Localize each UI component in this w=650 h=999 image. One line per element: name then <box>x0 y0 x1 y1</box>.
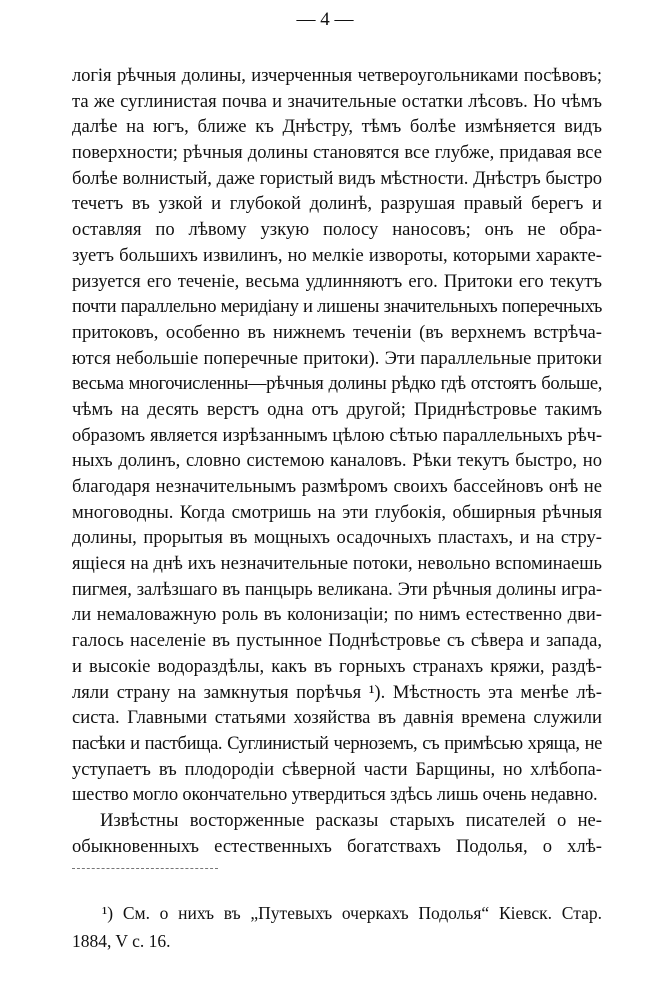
text-line: шество могло окончательно утвердиться здѣсь лишь очень недавно. <box>72 784 598 806</box>
text-line: ризуется его теченіе, весьма удлинняютъ его. Притоки его текутъ <box>72 270 602 292</box>
text-line: логія рѣчныя долины, изчерченныя четвероугольниками посѣвовъ; <box>72 65 602 86</box>
text-line: ли немаловажную роль въ колонизаціи; по нимъ естественно дви- <box>72 604 602 626</box>
text-line: систа. Главными статьями хозяйства въ давнія времена служили <box>72 707 602 729</box>
text-line: поверхности; рѣчныя долины становятся все глубже, придавая все <box>72 142 602 164</box>
text-line: пасѣки и пастбища. Суглинистый черноземъ, съ примѣсью хряща, не <box>72 732 602 754</box>
text-line: весьма многочисленны—рѣчныя долины рѣдко гдѣ отстоятъ больше, <box>72 373 602 395</box>
page-number: — 4 — <box>296 9 354 30</box>
footnote <box>72 899 602 955</box>
text-line: зуетъ большихъ извилинъ, но мелкіе извороты, которыми характе- <box>72 244 602 266</box>
text-line: течетъ въ узкой и глубокой долинѣ, разрушая правый берегъ и <box>72 193 602 215</box>
text-line: уступаетъ въ плодородіи сѣверной части Барщины, но хлѣбопа- <box>72 758 602 780</box>
text-line: ныхъ долинъ, словно системою каналовъ. Рѣки текутъ быстро, но <box>72 450 602 472</box>
footnote-line: ¹) См. о нихъ въ „Путевыхъ очеркахъ Подолья“ Кіевск. Стар. <box>102 903 602 923</box>
text-line: Извѣстны восторженные расказы старыхъ писателей о не- <box>100 809 602 831</box>
text-line: пигмея, залѣзшаго въ панцырь великана. Эти рѣчныя долины игра- <box>72 578 602 600</box>
text-line: почти параллельно меридіану и лишены значительныхъ поперечныхъ <box>72 296 602 318</box>
text-line: ляли страну на замкнутыя порѣчья ¹). Мѣстность эта менѣе лѣ- <box>72 681 602 703</box>
footnote-divider <box>72 868 218 869</box>
text-line: благодаря незначительнымъ размѣромъ своихъ бассейновъ онѣ не <box>72 476 602 497</box>
text-line: ются небольшіе поперечные притоки). Эти параллельные притоки <box>72 347 602 369</box>
footnote-line: 1884, V с. 16. <box>72 931 171 951</box>
text-line: та же суглинистая почва и значительные остатки лѣсовъ. Но чѣмъ <box>72 90 602 112</box>
text-line: образомъ является изрѣзаннымъ цѣлою сѣтью параллельныхъ рѣч- <box>72 424 602 446</box>
text-line: далѣе на югъ, ближе къ Днѣстру, тѣмъ болѣе измѣняется видъ <box>72 116 602 138</box>
text-line: притоковъ, особенно въ нижнемъ теченіи (въ верхнемъ встрѣча- <box>72 321 602 343</box>
text-line: ящіеся на днѣ ихъ незначительные потоки, невольно вспоминаешь <box>72 553 602 575</box>
text-line: болѣе волнистый, даже гористый видъ мѣстности. Днѣстръ быстро <box>72 167 602 189</box>
text-line: галось населеніе въ пустынное Поднѣстровье съ сѣвера и запада, <box>72 630 602 652</box>
text-line: оставляя по лѣвому узкую полосу наносовъ; онъ не обра- <box>72 219 602 241</box>
text-line: обыкновенныхъ естественныхъ богатствахъ Подолья, о хлѣ- <box>72 835 602 857</box>
text-line: долины, прорытыя въ мощныхъ осадочныхъ пластахъ, и на стру- <box>72 527 602 549</box>
text-line: многоводны. Когда смотришь на эти глубокія, обширныя рѣчныя <box>72 501 602 523</box>
text-line: чѣмъ на десять верстъ одна отъ другой; Приднѣстровье такимъ <box>72 398 602 420</box>
body-text <box>72 63 602 859</box>
text-line: и высокіе водораздѣлы, какъ въ горныхъ странахъ кряжи, раздѣ- <box>72 655 602 677</box>
